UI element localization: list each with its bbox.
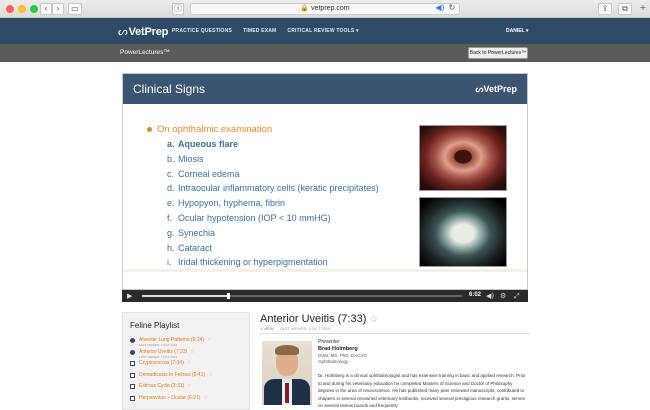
list-item: i. Iridal thickening or hyperpigmentation: [167, 257, 328, 268]
url-text: vetprep.com: [311, 5, 350, 12]
minimize-window-button[interactable]: [18, 5, 26, 13]
eye-photo-uveitis: [419, 125, 507, 191]
star-icon[interactable]: ☆: [208, 371, 213, 378]
list-item: h. Cataract: [167, 242, 213, 253]
presenter-bio: Dr. Holmberg is a clinical ophthalmologist and has extensive training in basic and applied research. Prior to and during his veterinary education he completed Masters of Science and Doctor of Philosophy degrees in the area of neuroscience. He has published many peer reviewed manuscripts, contributed to chapters in several renowned veterinary textbooks, received several prestigious research grants, serves on several review boards and frequently: [318, 373, 526, 408]
playlist-item-title[interactable]: Anterior Uveitis (7:33): [139, 348, 188, 355]
seek-handle[interactable]: [227, 293, 230, 299]
play-icon[interactable]: ▶: [127, 292, 133, 300]
speaker-icon[interactable]: ◀): [435, 3, 445, 12]
document-icon: [130, 396, 135, 401]
new-tab-button[interactable]: +: [639, 3, 647, 12]
favorite-star-icon[interactable]: ☆: [369, 314, 379, 325]
video-title-text: Anterior Uveitis (7:33): [260, 313, 367, 325]
lock-icon: 🔒: [300, 5, 310, 12]
tabs-overview-icon[interactable]: ⧉: [618, 3, 632, 15]
star-icon[interactable]: ☆: [186, 360, 192, 366]
back-to-powerlectures-button[interactable]: Back to PowerLectures™: [468, 47, 528, 59]
playlist-item-title[interactable]: Cryptococcus (7:34): [139, 360, 184, 366]
list-item: d. Intraocular inflammatory cells (keratic precipitates): [167, 183, 379, 194]
info-icon[interactable]: ⓘ: [174, 4, 182, 13]
feline-playlist: [122, 312, 250, 410]
address-bar[interactable]: [190, 3, 460, 15]
share-icon[interactable]: ⇪: [598, 3, 612, 15]
reload-icon[interactable]: ↻: [448, 3, 456, 12]
nav-critical-review-tools[interactable]: CRITICAL REVIEW TOOLS ▾: [287, 28, 359, 34]
nav-timed-exam[interactable]: TIMED EXAM: [243, 28, 277, 34]
slide-title: Clinical Signs: [133, 82, 206, 96]
bullet-icon: [147, 127, 152, 132]
play-circle-icon: [130, 338, 135, 343]
list-item: g. Synechia: [167, 227, 216, 238]
presenter-photo: [262, 341, 312, 405]
playlist-item-title[interactable]: Estrous Cycle (3:31): [139, 383, 185, 389]
zoom-window-button[interactable]: [30, 5, 38, 13]
slide-header: [123, 74, 527, 104]
list-item: e. Hypopyon, hyphema, fibrin: [167, 198, 286, 209]
star-icon[interactable]: ☆: [207, 337, 212, 343]
presenter-credentials: DVM, MS, PhD, DACVO: [318, 353, 368, 358]
logo-mark-icon: ᔕ: [118, 26, 128, 38]
volume-icon[interactable]: ◀): [486, 292, 495, 300]
playlist-item-last-viewed: LAST VIEWED: 3 OCT 2019: [139, 343, 178, 347]
slide-footer-band: [123, 269, 527, 272]
view-count: 1 VIEW: [260, 326, 274, 331]
close-window-button[interactable]: [6, 5, 14, 13]
divider: [260, 333, 530, 334]
video-controls: [122, 290, 528, 302]
list-item: c. Corneal edema: [167, 168, 240, 179]
seek-progress: [142, 295, 228, 297]
document-icon: [130, 384, 135, 389]
slide-heading: [147, 124, 272, 135]
playlist-title: Feline Playlist: [130, 321, 180, 330]
fullscreen-icon[interactable]: ⤢: [514, 292, 520, 300]
star-icon[interactable]: ☆: [190, 348, 195, 355]
slide-logo: ᔕVetPrep: [475, 84, 517, 94]
window-controls: [6, 5, 38, 13]
powerlectures-bar: [0, 44, 650, 62]
playlist-item-last-viewed: LAST VIEWED: 3 OCT 2019: [139, 354, 178, 359]
forward-button[interactable]: ›: [52, 3, 64, 15]
play-circle-icon: [130, 350, 135, 355]
nav-practice-questions[interactable]: PRACTICE QUESTIONS: [172, 28, 232, 34]
logo-text: VetPrep: [128, 26, 169, 38]
playlist-item-title[interactable]: Demodicosis In Felines (9:41): [139, 371, 206, 378]
video-meta: [260, 326, 330, 331]
browser-toolbar: [0, 0, 650, 18]
seek-bar[interactable]: [142, 295, 462, 297]
star-icon[interactable]: ☆: [203, 394, 208, 401]
list-item: f. Ocular hypotension (IOP < 10 mmHG): [167, 212, 331, 223]
clinical-signs-list: [167, 137, 379, 270]
video-title: [260, 313, 378, 325]
slide-heading-text: On ophthalmic examination: [157, 124, 273, 135]
presenter-department: Ophthalmology: [318, 359, 349, 364]
vetprep-logo[interactable]: [118, 25, 168, 38]
playlist-item-title[interactable]: Alveolar Lung Patterns (6:14): [139, 337, 205, 343]
site-navbar: [0, 18, 650, 44]
presenter-label: Presenter: [318, 339, 340, 345]
document-icon: [130, 361, 135, 366]
sidebar-toggle-icon[interactable]: ▭: [68, 3, 82, 15]
playlist-item-title[interactable]: Herpesvirus – Ocular (6:21): [139, 394, 201, 401]
nav-links: [172, 28, 359, 34]
user-menu[interactable]: DANIEL ▾: [506, 28, 529, 34]
star-icon[interactable]: ☆: [187, 383, 192, 389]
section-title: PowerLectures™: [120, 49, 170, 56]
lecture-slide[interactable]: [122, 73, 528, 290]
presenter-name: Brad Holmberg: [318, 346, 358, 352]
last-viewed: LAST VIEWED: 3 OCT 2019: [279, 326, 331, 331]
eye-photo-cataract: [419, 197, 507, 267]
current-time: 6:02: [469, 292, 482, 298]
back-button[interactable]: ‹: [40, 3, 52, 15]
list-item: a. Aqueous flare: [167, 139, 239, 149]
document-icon: [130, 373, 135, 378]
list-item: b. Miosis: [167, 153, 204, 164]
settings-icon[interactable]: ⚙: [500, 292, 507, 300]
presenter-info: [318, 339, 367, 364]
